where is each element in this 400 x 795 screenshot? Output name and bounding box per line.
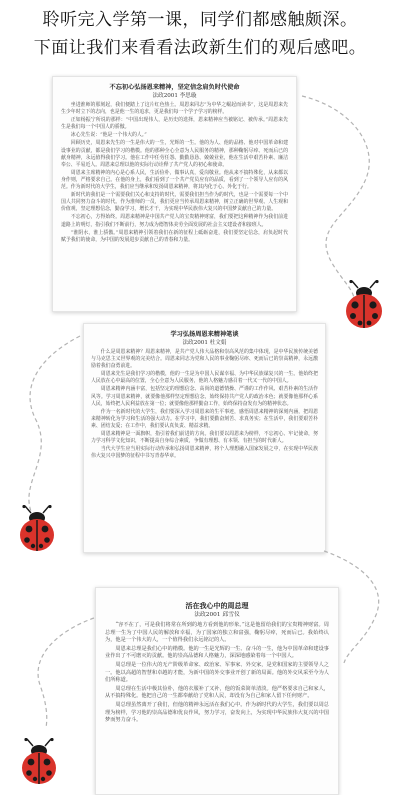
- dashed-path-decoration: [10, 610, 100, 730]
- dashed-path-decoration: [318, 545, 398, 665]
- article-paragraph: 当代大学生应当用实际行动传承和弘扬周恩来精神，将个人理想融入国家发展之中，在实现中华民族伟大复兴中国梦的征程中书写青春华章。: [91, 446, 318, 460]
- article-paragraph: 正如杨振宁所说的那样：“中国出现伟人，是历史的选择，恩来精神应当被铭记、被传承。”周恩来先生是我们每一个中国人的骄傲。: [61, 117, 288, 131]
- dashed-path-decoration: [8, 330, 88, 530]
- ladybug-icon: [14, 505, 62, 555]
- article-body: [91, 349, 318, 460]
- article-paragraph: 周总理在生活中极其俭朴，他的衣服补了又补，他的饭菜简单清淡。他严格要求自己和家人，从不搞特殊化。他把自己的一生都奉献给了党和人民，却没有为自己和家人留下任何财产。: [105, 685, 329, 700]
- headline-line-1: 聆听完入学第一课，同学们都感触颇深。: [42, 10, 358, 30]
- article-card-1: [52, 76, 297, 312]
- article-paragraph: 作为一名新时代的大学生，我们要深入学习周恩来的生平事迹，感悟周恩来精神的深刻内涵，把周恩来精神转化为学习和生活的强大动力。在学习中，我们要勤奋刻苦、求真务实；在生活中，我们要艰苦朴素、团结友爱；在工作中，我们要认真负责、精益求精。: [91, 408, 318, 429]
- article-paragraph: 冰心先生说：“他是一个伟大的人。”: [70, 132, 147, 139]
- headline: [0, 6, 400, 62]
- article-paragraph: 周总理是一位伟大的无产阶级革命家、政治家、军事家、外交家，是党和国家的主要领导人之一。他以高超的智慧和卓越的才能，为新中国的外交事业开创了新的局面。他的外交风采至今为人们所称道。: [105, 661, 329, 684]
- article-paragraph: 回顾历史，周恩来先生的一生是伟大的一生，光辉的一生。他的为人、他的品格、他对中国革命和建设事业的贡献，都是我们学习的楷模。他的那种全心全意为人民服务的精神，那种鞠躬尽瘁、死而后已的献身精神，永远值得我们学习。他在工作中任劳任怨、勤勤恳恳、兢兢业业，他在生活中艰苦朴素、廉洁奉公、平易近人。周恩来总理以他的实际行动诠释了共产党人的初心和使命。: [61, 140, 288, 168]
- article-paragraph: 周恩来总理是我们心中的楷模。他的一生是光辉的一生、奋斗的一生，他为中国革命和建设事业作出了不可磨灭的贡献。他的崇高品德和人格魅力，深深地感染着每一个中国人。: [105, 645, 329, 660]
- article-paragraph: 新时代的我们是一个需要我们关心和支持的时代，需要我们担当作为的时代，也是一个需要每一个中国人共同努力奋斗的时代。作为淮师的一员，我们更应当传承周恩来精神，树立正确的世界观、人生观和价值观，坚定理想信念，勤奋学习，增长才干，为实现中华民族伟大复兴的中国梦贡献自己的力量。: [61, 192, 288, 213]
- article-title: 学习弘扬周恩来精神笔谈: [170, 331, 239, 338]
- ladybug-icon: [340, 280, 390, 332]
- article-paragraph: 周恩来先生是我们学习的楷模，他的一生是为中国人民谋幸福、为中华民族谋复兴的一生。他始终把人民放在心中最高的位置，全心全意为人民服务，他的人格魅力感召着一代又一代的中国人。: [91, 371, 318, 385]
- article-body: [105, 622, 329, 725]
- article-author: 法政2001 杜文娟: [182, 340, 227, 346]
- article-body: [61, 102, 288, 244]
- article-paragraph: 不忘初心，方得始终。周恩来精神是中国共产党人的宝贵精神财富，我们要把这种精神作为我们前进道路上的明灯，指引我们不断前行，努力成为德智体美劳全面发展的社会主义建设者和接班人。: [61, 214, 288, 228]
- article-paragraph: 周恩来精神是一面旗帜，指引着我们前进的方向。我们要以周恩来为榜样，不忘初心、牢记使命，努力学习科学文化知识，不断提高自身综合素质，争做有理想、有本领、有担当的时代新人。: [91, 431, 318, 445]
- article-card-3: [95, 587, 339, 795]
- article-author: 法政2001 李思璇: [152, 93, 197, 99]
- article-paragraph: 什么是周恩来精神？周恩来精神，是共产党人伟大品格和崇高风范的集中体现，是中华民族传统美德与马克思主义世界观的完美结合。周恩来同志为党和人民的事业鞠躬尽瘁、死而后已的崇高精神，永远激励着我们奋勇前进。: [91, 349, 318, 370]
- headline-line-2: 下面让我们来看看法政新生们的观后感吧。: [33, 38, 367, 58]
- article-paragraph: 周恩来精神内涵丰富，包括坚定的理想信念、高尚的道德情操、严谨的工作作风、艰苦朴素的生活作风等。学习周恩来精神，就要像他那样坚定理想信念，始终保持共产党人的政治本色；就要像他那样心系人民，始终把人民利益放在第一位；就要像他那样勤奋工作，始终保持奋发有为的精神状态。: [91, 386, 318, 407]
- article-paragraph: 周总理虽然离开了我们，但他的精神永远活在我们心中。作为新时代的大学生，我们要以周总理为榜样，学习他的崇高品德和优良作风，努力学习，奋发向上，为实现中华民族伟大复兴的中国梦而努力奋斗。: [105, 701, 329, 724]
- article-paragraph: “容不在了，可是我们将常在所到的地方看到他的形象。”这是他留给我们的宝贵精神财富。周总理一生为了中国人民的解放和幸福，为了国家的独立和富强，鞠躬尽瘁，死而后已。我始终认为，他是一个伟大的人，一个值得我们永远铭记的人。: [105, 622, 329, 644]
- article-paragraph: 周恩来主席精神的内心是心系人民，生活俭朴，做事认真，爱岗敬业。他从来不搞特殊化，从来都以身作则，严格要求自己。在他的身上，我们看到了一个共产党员应有的品质，看到了一个领导人应有的风范。作为新时代的大学生，我们应当继承和发扬周恩来精神，将其内化于心、外化于行。: [61, 169, 288, 191]
- dashed-path-decoration: [292, 88, 392, 303]
- article-card-2: [83, 323, 326, 553]
- article-paragraph: “淮阴水，淮上骄傲。”周恩来精神引领着我们在新的征程上砥砺奋进，我们要坚定信念，肩负起时代赋予我们的使命，为中国的发展进步贡献自己的青春和力量。: [61, 229, 288, 243]
- article-title: 活在我心中的周总理: [185, 601, 249, 610]
- article-author: 法政2001 邱雪仪: [194, 612, 240, 618]
- article-paragraph: 坐进淮师的那刻起，我们便踏上了这片红色热土。周恩来同志“为中华之崛起而读书”，这是周恩来先生少年时立下的志向，也是他一生的追求，更是我们每一个学子学习的榜样。: [61, 102, 288, 116]
- ladybug-icon: [16, 738, 64, 788]
- article-title: 不忘初心弘扬恩来精神，坚定信念肩负时代使命: [109, 84, 240, 91]
